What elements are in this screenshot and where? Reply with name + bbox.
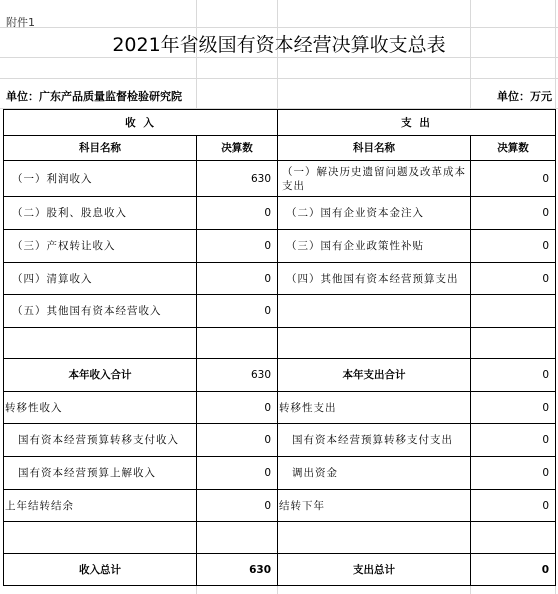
expense-value: 0 <box>471 490 556 522</box>
income-subtotal-label: 本年收入合计 <box>4 359 197 392</box>
income-value: 0 <box>197 295 278 328</box>
income-label <box>4 522 197 554</box>
income-label: （四）清算收入 <box>4 263 197 295</box>
section-header-row <box>4 110 556 136</box>
income-amount-header: 决算数 <box>197 136 278 161</box>
table-row <box>4 328 556 359</box>
income-subject-header: 科目名称 <box>4 136 197 161</box>
expense-subtotal-label: 本年支出合计 <box>278 359 471 392</box>
income-header: 收 入 <box>4 110 278 136</box>
income-label: 国有资本经营预算上解收入 <box>4 457 197 490</box>
expense-subtotal-value: 0 <box>471 359 556 392</box>
expense-label <box>278 328 471 359</box>
gridline <box>0 27 558 28</box>
income-label: （一）利润收入 <box>4 161 197 197</box>
expense-value: 0 <box>471 197 556 230</box>
income-value <box>197 328 278 359</box>
expense-total-label: 支出总计 <box>278 554 471 586</box>
attachment-label: 附件1 <box>6 16 35 29</box>
income-value: 0 <box>197 230 278 263</box>
unit-organization: 单位：广东产品质量监督检验研究院 <box>6 90 182 103</box>
expense-label: （四）其他国有资本经营预算支出 <box>278 263 471 295</box>
budget-table <box>3 109 556 586</box>
income-total-value: 630 <box>197 554 278 586</box>
expense-label: （三）国有企业政策性补贴 <box>278 230 471 263</box>
income-value <box>197 522 278 554</box>
income-value: 0 <box>197 457 278 490</box>
gridline <box>0 78 558 79</box>
expense-value: 0 <box>471 230 556 263</box>
expense-amount-header: 决算数 <box>471 136 556 161</box>
expense-value <box>471 522 556 554</box>
table-row <box>4 230 556 263</box>
subtotal-row <box>4 359 556 392</box>
income-value: 630 <box>197 161 278 197</box>
expense-value: 0 <box>471 424 556 457</box>
table-row <box>4 392 556 424</box>
table-row <box>4 197 556 230</box>
income-label: （三）产权转让收入 <box>4 230 197 263</box>
income-label <box>4 328 197 359</box>
expense-total-value: 0 <box>471 554 556 586</box>
grand-total-row <box>4 554 556 586</box>
table-row <box>4 161 556 197</box>
income-label: 上年结转结余 <box>4 490 197 522</box>
table-row <box>4 522 556 554</box>
page-title: 2021年省级国有资本经营决算收支总表 <box>112 34 446 56</box>
expense-label: 结转下年 <box>278 490 471 522</box>
table-row <box>4 490 556 522</box>
expense-value: 0 <box>471 263 556 295</box>
expense-subject-header: 科目名称 <box>278 136 471 161</box>
gridline <box>0 57 558 58</box>
income-value: 0 <box>197 424 278 457</box>
income-label: （五）其他国有资本经营收入 <box>4 295 197 328</box>
expense-label: 调出资金 <box>278 457 471 490</box>
table-row <box>4 263 556 295</box>
income-label: 转移性收入 <box>4 392 197 424</box>
expense-value <box>471 328 556 359</box>
expense-label <box>278 295 471 328</box>
income-value: 0 <box>197 490 278 522</box>
income-value: 0 <box>197 392 278 424</box>
expense-value: 0 <box>471 392 556 424</box>
expense-header: 支 出 <box>278 110 556 136</box>
expense-value: 0 <box>471 457 556 490</box>
table-row <box>4 295 556 328</box>
expense-value <box>471 295 556 328</box>
table-row <box>4 457 556 490</box>
unit-currency: 单位：万元 <box>497 90 552 103</box>
expense-label <box>278 522 471 554</box>
expense-label: 转移性支出 <box>278 392 471 424</box>
expense-label: （二）国有企业资本金注入 <box>278 197 471 230</box>
expense-label: 国有资本经营预算转移支付支出 <box>278 424 471 457</box>
income-value: 0 <box>197 197 278 230</box>
income-subtotal-value: 630 <box>197 359 278 392</box>
expense-value: 0 <box>471 161 556 197</box>
expense-label: （一）解决历史遗留问题及改革成本支出 <box>278 161 471 197</box>
income-value: 0 <box>197 263 278 295</box>
column-header-row <box>4 136 556 161</box>
income-total-label: 收入总计 <box>4 554 197 586</box>
table-row <box>4 424 556 457</box>
income-label: 国有资本经营预算转移支付收入 <box>4 424 197 457</box>
income-label: （二）股利、股息收入 <box>4 197 197 230</box>
